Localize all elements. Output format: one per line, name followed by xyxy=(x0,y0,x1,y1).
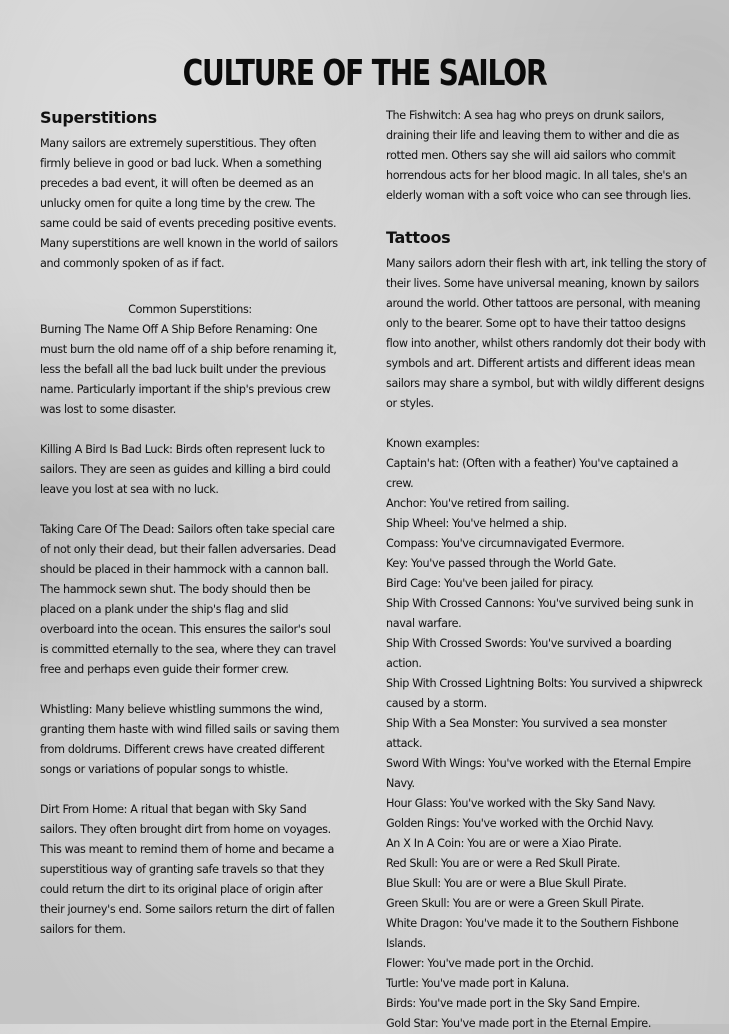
tattoo-example: Sword With Wings: You've worked with the Eternal Empire Navy. xyxy=(386,757,691,790)
tattoo-example: An X In A Coin: You are or were a Xiao Pirate. xyxy=(386,837,622,850)
fishwitch-entry: The Fishwitch: A sea hag who preys on drunk sailors, draining their life and leaving them to wither and die as rotted men. Others say she will aid sailors who commit horrendous acts for her blood magic. In all tales, she's an elderly woman with a soft voice who can see through lies. xyxy=(386,109,691,202)
tattoo-example: Green Skull: You are or were a Green Skull Pirate. xyxy=(386,897,644,910)
common-superstitions-label: Common Superstitions: xyxy=(128,303,252,316)
tattoo-example: Ship With Crossed Swords: You've survived a boarding action. xyxy=(386,637,672,670)
tattoos-intro: Many sailors adorn their flesh with art, ink telling the story of their lives. Some have universal meaning, known by sailors around the world. Other tattoos are personal, with meaning only to the bearer. Some opt to have their tattoo designs flow into another, whilst others randomly dot their body with symbols and art. Different artists and different ideas mean sailors may share a symbol, but with wildly different designs or styles. xyxy=(386,257,706,410)
tattoo-example: Ship With Crossed Lightning Bolts: You survived a shipwreck caused by a storm. xyxy=(386,677,703,710)
tattoo-example: Golden Rings: You've worked with the Orchid Navy. xyxy=(386,817,654,830)
tattoo-example: Flower: You've made port in the Orchid. xyxy=(386,957,594,970)
left-column xyxy=(40,106,340,940)
tattoo-example: Bird Cage: You've been jailed for piracy. xyxy=(386,577,594,590)
tattoo-example: Anchor: You've retired from sailing. xyxy=(386,497,570,510)
tattoo-example: Birds: You've made port in the Sky Sand Empire. xyxy=(386,997,640,1010)
tattoo-example: White Dragon: You've made it to the Southern Fishbone Islands. xyxy=(386,917,679,950)
tattoo-example: Blue Skull: You are or were a Blue Skull Pirate. xyxy=(386,877,627,890)
tattoo-example: Ship With a Sea Monster: You survived a sea monster attack. xyxy=(386,717,667,750)
tattoo-example: Captain's hat: (Often with a feather) You've captained a crew. xyxy=(386,457,679,490)
tattoos-heading: Tattoos xyxy=(386,228,451,247)
superstition-entry: Dirt From Home: A ritual that began with Sky Sand sailors. They often brought dirt from home on voyages. This was meant to remind them of home and became a superstitious way of granting safe travels so that they could return the dirt to its original place of origin after their journey's end. Some sailors return the dirt of fallen sailors for them. xyxy=(40,803,335,936)
tattoo-example: Ship Wheel: You've helmed a ship. xyxy=(386,517,567,530)
tattoo-examples-list xyxy=(386,454,706,1034)
superstition-entry: Killing A Bird Is Bad Luck: Birds often represent luck to sailors. They are seen as guides and killing a bird could leave you lost at sea with no luck. xyxy=(40,443,331,496)
tattoo-example: Ship With Crossed Cannons: You've survived being sunk in naval warfare. xyxy=(386,597,694,630)
page-title: CULTURE OF THE SAILOR xyxy=(182,53,547,94)
tattoo-example: Turtle: You've made port in Kaluna. xyxy=(386,977,569,990)
tattoo-example: Key: You've passed through the World Gate. xyxy=(386,557,617,570)
known-examples-label: Known examples: xyxy=(386,437,480,450)
superstition-entry: Whistling: Many believe whistling summons the wind, granting them haste with wind filled sails or saving them from doldrums. Different crews have created different songs or variations of popular songs to whistle. xyxy=(40,703,340,776)
tattoo-example: Hour Glass: You've worked with the Sky Sand Navy. xyxy=(386,797,656,810)
superstitions-intro: Many sailors are extremely superstitious. They often firmly believe in good or bad luck. When a something precedes a bad event, it will often be deemed as an unlucky omen for quite a long time by the crew. The same could be said of events preceding positive events. Many superstitions are well known in the world of sailors and commonly spoken of as if fact. xyxy=(40,137,338,270)
superstition-entry: Burning The Name Off A Ship Before Renaming: One must burn the old name off of a ship before renaming it, less the befall all the bad luck built under the previous name. Particularly important if the ship's previous crew was lost to some disaster. xyxy=(40,323,337,416)
tattoo-example: Gold Star: You've made port in the Eternal Empire. xyxy=(386,1017,652,1030)
right-column xyxy=(386,106,706,1034)
superstitions-heading: Superstitions xyxy=(40,108,157,127)
tattoo-example: Compass: You've circumnavigated Evermore. xyxy=(386,537,625,550)
superstition-entry: Taking Care Of The Dead: Sailors often take special care of not only their dead, but their fallen adversaries. Dead should be placed in their hammock with a cannon ball. The hammock sewn shut. The body should then be placed on a plank under the ship's flag and slid overboard into the ocean. This ensures the sailor's soul is committed eternally to the sea, where they can travel free and perhaps even guide their former crew. xyxy=(40,523,336,676)
tattoo-example: Red Skull: You are or were a Red Skull Pirate. xyxy=(386,857,621,870)
